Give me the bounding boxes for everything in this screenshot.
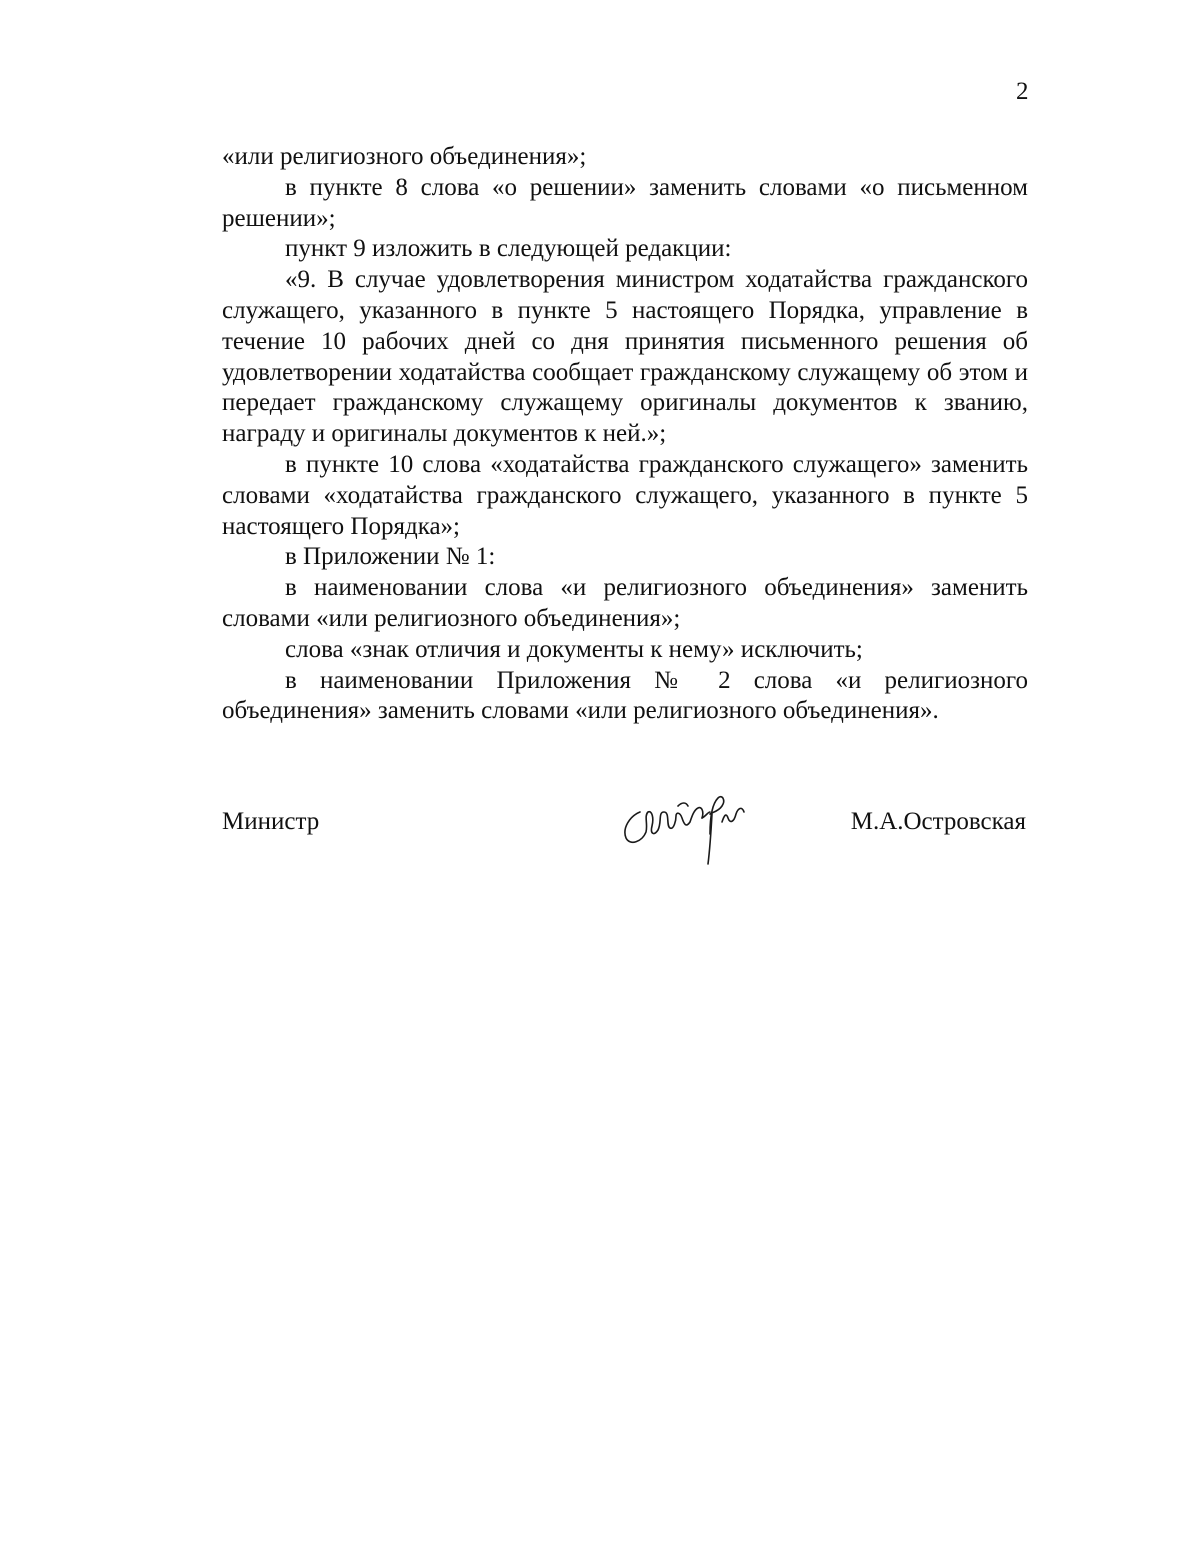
signer-name: М.А.Островская [850,808,1026,835]
paragraph-appendix-2-title: в наименовании Приложения № 2 слова «и религиозного объединения» заменить словами «или религиозного объединения». [222,666,1028,725]
paragraph-continuation: «или религиозного объединения»; [222,143,587,170]
paragraph-appendix-1-heading: в Приложении № 1: [285,543,496,571]
paragraph-item-8: в пункте 8 слова «о решении» заменить словами «о письменном решении»; [222,173,1028,232]
signature-block [222,782,1028,872]
paragraph-item-9-text: «9. В случае удовлетворения министром ходатайства гражданского служащего, указанного в пункте 5 настоящего Порядка, управление в течение 10 рабочих дней со дня принятия письменного решения об удовлетворении ходатайства сообщает гражданскому служащему об этом и передает гражданскому служащему оригиналы документов к званию, награду и оригиналы документов к ней.»; [222,266,1028,448]
paragraph-item-10: в пункте 10 слова «ходатайства гражданского служащего» заменить словами «ходатайства гражданского служащего, указанного в пункте 5 настоящего Порядка»; [222,450,1028,540]
signer-title: Министр [222,808,320,835]
handwritten-signature [618,782,758,867]
paragraph-appendix-1-exclude: слова «знак отличия и документы к нему» исключить; [285,635,863,663]
page-number: 2 [1016,78,1029,105]
paragraph-appendix-1-title: в наименовании слова «и религиозного объединения» заменить словами «или религиозного объединения»; [222,574,1028,632]
document-body [222,142,1028,727]
paragraph-item-9-intro: пункт 9 изложить в следующей редакции: [285,235,732,263]
